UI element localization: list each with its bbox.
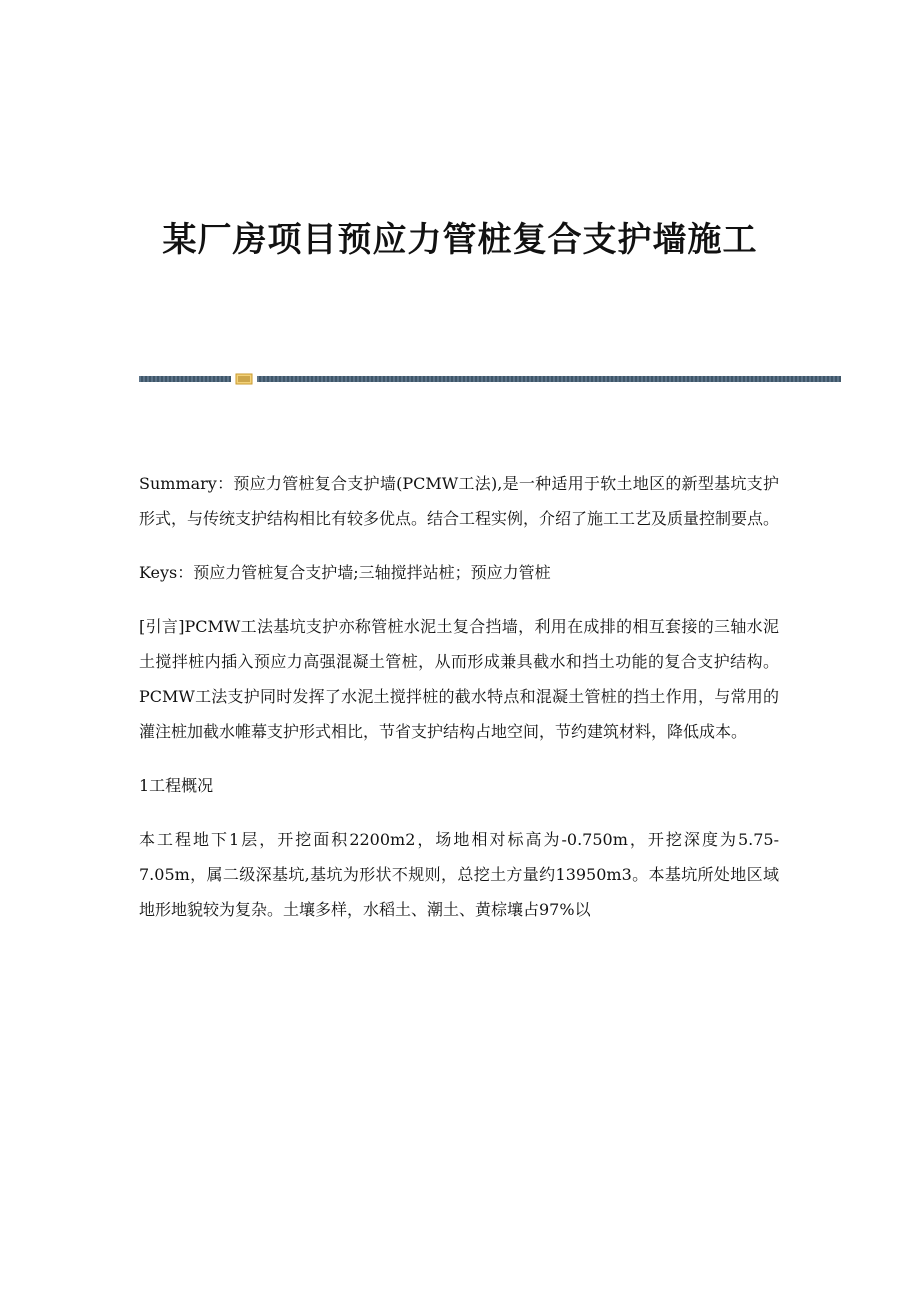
project-overview-paragraph: 本工程地下1层，开挖面积2200m2，场地相对标高为-0.750m，开挖深度为5.75-7.05m，属二级深基坑,基坑为形状不规则，总挖土方量约13950m3。本基坑所处地区域地形地貌较为复杂。土壤多样，水稻土、潮土、黄棕壤占97%以 — [139, 830, 779, 919]
section-heading: 1工程概况 — [139, 776, 214, 795]
keywords-paragraph: Keys：预应力管桩复合支护墙;三轴搅拌站桩；预应力管桩 — [139, 563, 551, 582]
summary-paragraph: Summary：预应力管桩复合支护墙(PCMW工法),是一种适用于软土地区的新型基坑支护形式，与传统支护结构相比有较多优点。结合工程实例，介绍了施工工艺及质量控制要点。 — [139, 474, 780, 528]
document-body — [139, 466, 779, 946]
divider-bar-left — [139, 376, 231, 382]
document-title: 某厂房项目预应力管桩复合支护墙施工 — [162, 220, 758, 260]
divider-bar-right — [257, 376, 841, 382]
divider-ornament-icon — [235, 373, 253, 385]
title-divider — [139, 373, 841, 385]
introduction-paragraph: [引言]PCMW工法基坑支护亦称管桩水泥土复合挡墙，利用在成排的相互套接的三轴水泥土搅拌桩内插入预应力高强混凝土管桩，从而形成兼具截水和挡土功能的复合支护结构。PCMW工法支护同时发挥了水泥土搅拌桩的截水特点和混凝土管桩的挡土作用，与常用的灌注桩加截水帷幕支护形式相比，节省支护结构占地空间，节约建筑材料，降低成本。 — [139, 617, 779, 741]
